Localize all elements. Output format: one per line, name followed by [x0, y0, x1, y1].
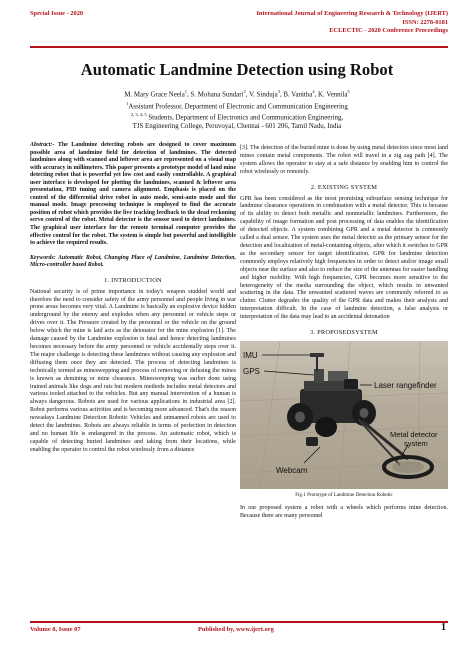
label-gps: GPS	[243, 366, 260, 376]
affiliation-3: TJS Engineering College, Peruvoyal, Chennai - 601 206, Tamil Nadu, India	[132, 122, 342, 130]
header-issn: ISSN: 2278-0181	[402, 18, 448, 26]
affiliation-1	[0, 100, 474, 112]
continued-paragraph: [3]. The detection of the buried mine is done by using metal detectors since most land mines contain metal components. The robot will travel in a zig zag path [4]. The system allows the operator to stay at a safe distance by enabling him to control the robot wirelessly or remotely.	[240, 145, 448, 175]
author-4: , B. Vanitha	[279, 91, 313, 99]
label-laser-rangefinder: Laser rangefinder	[374, 380, 437, 390]
author-1-sup: 1	[184, 89, 188, 94]
affiliation-2-text: Students, Department of Electronics and Communication Engineering,	[146, 114, 344, 122]
existing-system-paragraph: GPR has been considered as the most promising subsurface sensing technique for landmine clearance operations in combination with a metal detector. This is because of its ability to detect both metallic and nonmetallic landmines. Furthermore, the capability of image formation and post processing of data enables the identification of detected objects. A system combining GPR and a metal detector is commonly called a dual sensor. The system uses the metal detector as the primary sensor for the detection and localization of metal-containing objects, after which it switches to GPR as the secondary sensor for target identification. GPR for landmine detection commonly employs relatively high frequencies in order to detect and/or image small objects near the surface and also to reduce the size of the antennas for easier handling and higher mobility. With high frequencies, GPR becomes more sensitive to the heterogeneity of the media surrounding the object, which results in unwanted scattering in the data. The unwanted scattered waves are commonly referred to as clutter. Clutter degrades the quality of the GPR data and makes their analysis and interpretation difficult. In the case of landmine detection, a false analysis or interpretation of the data may lead to an accidental detonation	[240, 195, 448, 321]
label-system: system	[404, 438, 428, 448]
page-number: 1	[441, 622, 446, 633]
affiliation-2	[0, 111, 474, 123]
robot-prototype-figure	[240, 341, 448, 489]
label-webcam: Webcam	[276, 465, 308, 475]
affiliation-2-sup: 2, 3, 4, 5	[130, 112, 147, 117]
affiliation-1-text: Assistant Professor, Department of Electronic and Communication Engineering	[128, 102, 348, 110]
paper-title: Automatic Landmine Detection using Robot	[80, 60, 394, 79]
section-heading-introduction: 1. INTRODUCTION	[104, 276, 162, 284]
author-names	[0, 88, 474, 100]
figure-caption: Fig.1 Prototype of Landmine Detection Robotic	[295, 491, 393, 498]
header-journal-block	[256, 10, 448, 36]
abstract	[30, 142, 236, 248]
footer-volume: Volume 8, Issue 07	[30, 626, 81, 633]
keywords-label: Keywords:	[30, 254, 56, 261]
footer-divider	[30, 621, 448, 623]
left-column	[30, 142, 236, 455]
label-metal-detector: Metal detector	[390, 429, 438, 439]
introduction-paragraph: National security is of prime importance in today's weapon studded world and therefore the need to consider safety of the army personnel and people living in war prone areas becomes very vital. A Landmine is basically an explosive device hidden underground by the enemy and explodes when any personnel or vehicle steps or drives over it. The Pressure created by the personnel or the vehicle on the ground below which the mine is laid acts as the detonator for the mine explosion [1]. The damage caused by the Landmine explosion is fatal and hence detecting landmines becomes necessary before the army personnel or vehicle accidentally steps over it. The major challenge is detecting these landmines without causing any explosion and diffusing them once they are detected. The process of detecting landmines is technically termed as mineswepping and process of removing or defusing the mines is known as demining or mine clearance. Minesweeping was earlier done using trained animals like dogs and rats but modern methods includes metal detectors and various tooled attached to the vehicles. But any manual intervention of a human is always dangerous. Robots are used for various applications in industrial area [2]. Robot performs various activities and is becoming more advanced. That's the reason nowadays Landmine Detection Robotic Vehicles and unmanned robots are used to detect the landmines. Robots are always reliable in terms of perfection in detection and no human life is endangered in the process. An automatic robot, which is capable of detecting buried landmines and taking from their locations, while enabling the operator to control the robot wirelessly from a distance	[30, 288, 236, 453]
robot-photo	[240, 341, 448, 489]
author-3-sup: 3	[277, 89, 280, 94]
author-block	[0, 88, 474, 131]
section-heading-proposed-system: 3. PROPOSEDSYSTEM	[310, 329, 378, 337]
label-imu: IMU	[243, 350, 258, 360]
author-4-sup: 4	[312, 89, 315, 94]
header-special-issue: Special Issue - 2020	[30, 10, 84, 17]
author-1: M. Mary Grace Neela	[124, 91, 185, 99]
author-5: , K. Vennila	[314, 91, 348, 99]
section-heading-existing-system: 2. EXISTING SYSTEM	[310, 183, 378, 191]
footer-publisher: Published by, www.ijert.org	[198, 626, 274, 633]
affiliation-1-sup: 1	[126, 100, 129, 106]
proposed-system-paragraph: In our proposed system a robot with a wheels which performs mine detection. Because there are many personnel	[240, 504, 448, 519]
keywords	[30, 255, 236, 270]
author-3: , V. Sinduja	[245, 91, 278, 99]
keywords-text: Automatic Robot, Changing Place of Landmine, Landmine Detection, Micro-controller based Robot.	[30, 254, 236, 269]
author-5-sup: 5	[347, 89, 350, 94]
author-2: , S. Mohana Sundari	[187, 91, 244, 99]
header-journal-name: International Journal of Engineering Research & Technology (IJERT)	[256, 10, 448, 17]
abstract-text: The Landmine detecting robots are designed to cover maximum possible area of landmine field for detection of landmines. The detected landmines along with scanned and leftover area are represented on a visual map with accuracy in millimeters. This paper presents a prototype model of land mine detecting robot that is powerful yet low cost and easily controllable. A graphical user interface is developed for plotting the landmines, scanned & leftover area presentation, PID tuning and camera alignment. Emphasis is placed on the control of the differential drive robot in auto mode, semi-auto mode and the manual mode. Image processing technique is employed to find the accurate position of robot which provides the live tracking feedback to the dead reckoning servo control of the robot. Metal detector is the sensor used to detect landmines. The graphical user interface for the remote terminal computer provides the effective control for the robot. The system is simple but powerful and intelligible to achieve the required results.	[30, 142, 236, 247]
header-divider	[30, 46, 448, 48]
author-2-sup: 2	[243, 89, 246, 94]
abstract-label: Abstract:-	[30, 142, 55, 148]
right-column	[240, 145, 448, 521]
header-proceedings: ECLECTIC - 2020 Conference Proceedings	[329, 27, 448, 35]
